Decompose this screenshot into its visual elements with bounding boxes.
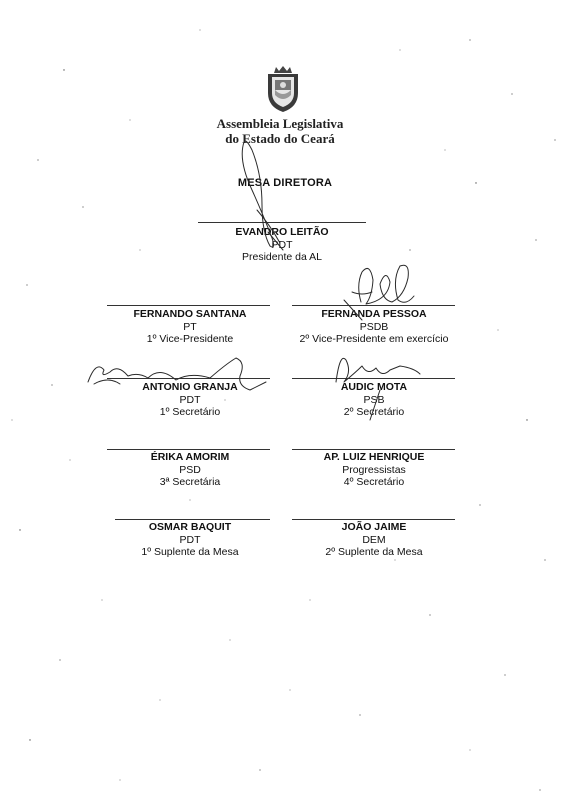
signatory-secretary-1 [100, 381, 280, 419]
signatory-name: JOÃO JAIME [341, 521, 407, 533]
signatory-party: PSD [179, 463, 201, 476]
signature-line [292, 519, 455, 520]
signatory-president [198, 226, 366, 264]
signatory-name: ÉRIKA AMORIM [150, 451, 230, 463]
signatory-name: OSMAR BAQUIT [148, 521, 232, 533]
signatory-role: 4º Secretário [343, 476, 405, 488]
signature-line-president [198, 222, 366, 223]
signatory-party: PDT [179, 533, 201, 546]
signature-line [107, 305, 270, 306]
signatory-role: 1º Vice-Presidente [146, 333, 234, 345]
signatory-party: DEM [362, 533, 386, 546]
signature-line [115, 519, 270, 520]
signatory-party: Progressistas [342, 463, 406, 476]
signatory-party: PT [183, 320, 197, 333]
signature-line [107, 378, 270, 379]
signatory-role: 1º Secretário [159, 406, 221, 418]
signatory-role: 2º Vice-Presidente em exercício [299, 333, 449, 345]
signatory-secretary-3 [100, 451, 280, 489]
signatory-vice-president-2 [283, 308, 465, 346]
signatory-name: FERNANDA PESSOA [321, 308, 427, 320]
signatory-name: EVANDRO LEITÃO [235, 226, 329, 238]
signatory-name: ANTONIO GRANJA [142, 381, 238, 393]
signatory-name: AUDIC MOTA [340, 381, 408, 393]
signatory-alternate-1 [100, 521, 280, 559]
signatory-role: 2º Suplente da Mesa [325, 546, 423, 558]
institution-name: Assembleia Legislativa [216, 116, 344, 131]
signatory-secretary-4 [283, 451, 465, 489]
signatory-role: 2º Secretário [343, 406, 405, 418]
board-heading: MESA DIRETORA [237, 177, 333, 189]
signatory-alternate-2 [283, 521, 465, 559]
institution-state: do Estado do Ceará [225, 131, 335, 146]
signature-line [107, 449, 270, 450]
signatory-name: FERNANDO SANTANA [133, 308, 247, 320]
signatory-party: PSDB [359, 320, 389, 333]
signatory-name: AP. LUIZ HENRIQUE [323, 451, 425, 463]
signatory-role: 1º Suplente da Mesa [141, 546, 239, 558]
ceara-coat-of-arms-icon [264, 65, 302, 113]
signatory-secretary-2 [283, 381, 465, 419]
signatory-party: PSB [363, 393, 385, 406]
signature-line [292, 305, 455, 306]
signatory-role: Presidente da AL [242, 251, 322, 263]
signatory-role: 3ª Secretária [159, 476, 221, 488]
signatory-vice-president-1 [100, 308, 280, 346]
signatory-party: PDT [271, 238, 293, 251]
signature-line [292, 449, 455, 450]
signatory-party: PDT [179, 393, 201, 406]
signature-line [292, 378, 455, 379]
